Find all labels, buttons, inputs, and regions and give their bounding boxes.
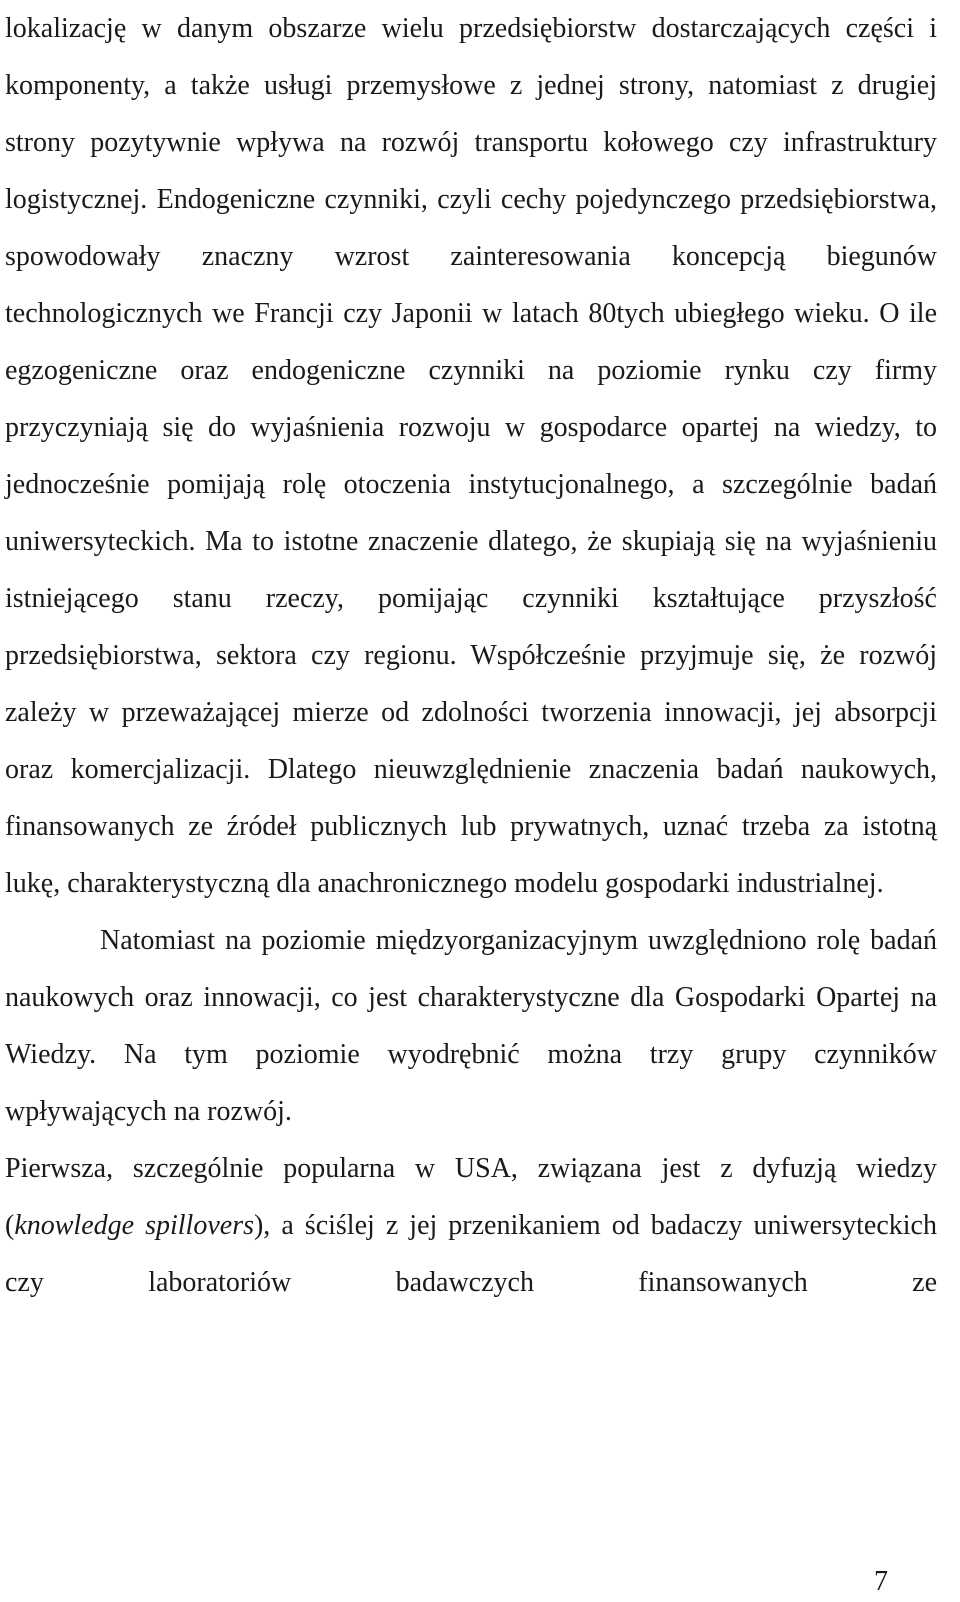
paragraph-3-start: Pierwsza, szczególnie popularna w USA, związana jest z dyfuzją wiedzy ( — [5, 1153, 937, 1241]
page-number: 7 — [874, 1566, 888, 1597]
paragraph-2: Natomiast na poziomie międzyorganizacyjnym uwzględniono rolę badań naukowych oraz innowacji, co jest charakterystyczne dla Gospodarki Opartej na Wiedzy. Na tym poziomie wyodrębnić można trzy grupy czynników wpływających na rozwój. — [5, 925, 937, 1127]
paragraph-1: lokalizację w danym obszarze wielu przedsiębiorstw dostarczających części i komponenty, a także usługi przemysłowe z jednej strony, natomiast z drugiej strony pozytywnie wpływa na rozwój transportu kołowego czy infrastruktury logistycznej. Endogeniczne czynniki, czyli cechy pojedynczego przedsiębiorstwa, spowodowały znaczny wzrost zainteresowania koncepcją biegunów technologicznych we Francji czy Japonii w latach 80tych ubiegłego wieku. O ile egzogeniczne oraz endogeniczne czynniki na poziomie rynku czy firmy przyczyniają się do wyjaśnienia rozwoju w gospodarce opartej na wiedzy, to jednocześnie pomijają rolę otoczenia instytucjonalnego, a szczególnie badań uniwersyteckich. Ma to istotne znaczenie dlatego, że skupiają się na wyjaśnieniu istniejącego stanu rzeczy, pomijając czynniki kształtujące przyszłość przedsiębiorstwa, sektora czy regionu. Współcześnie przyjmuje się, że rozwój zależy w przeważającej mierze od zdolności tworzenia innowacji, jej absorpcji oraz komercjalizacji. Dlatego nieuwzględnienie znaczenia badań naukowych, finansowanych ze źródeł publicznych lub prywatnych, uznać trzeba za istotną lukę, charakterystyczną dla anachronicznego modelu gospodarki industrialnej. — [5, 13, 937, 899]
paragraph-3 — [5, 1140, 937, 1311]
italic-term: knowledge spillovers — [14, 1210, 254, 1241]
paragraph-3-end: ), a ściślej z jej przenikaniem od badaczy uniwersyteckich czy laboratoriów badawczych finansowanych ze — [5, 1210, 937, 1298]
body-text — [5, 0, 937, 1311]
